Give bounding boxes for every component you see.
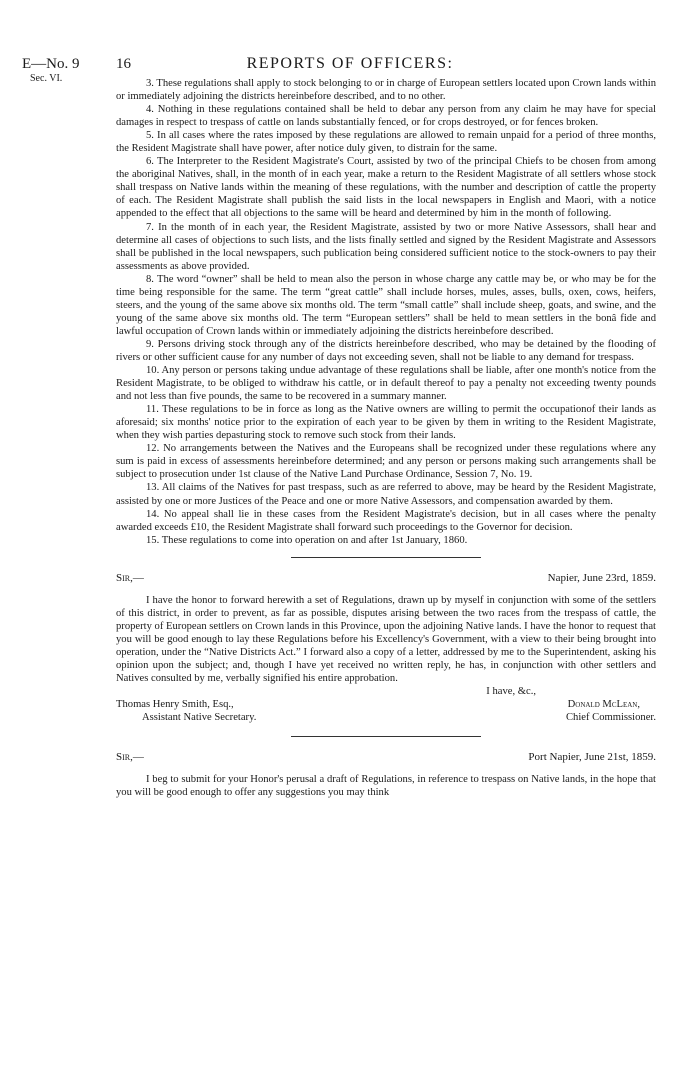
regulation-7: 7. In the month of in each year, the Resident Magistrate, assisted by two or more Native Assessors, shall hear and determine all cases of objections to such lists, and the lists finally settled and signed by the Resident Magistrate and Assessors shall be published in the local newspapers, such publication being considered sufficient notice to the stock-owners to pay their assessments as above provided. xyxy=(116,221,656,272)
regulation-13: 13. All claims of the Natives for past trespass, such as are referred to above, may be heard by the Resident Magistrate, assisted by one or more Justices of the Peace and one or more Native Assessors, and compensation awarded by them. xyxy=(116,482,656,507)
addressee-name: Thomas Henry Smith, Esq., xyxy=(116,699,234,711)
letter1-header xyxy=(116,572,656,590)
letter1-signature-block xyxy=(116,698,656,726)
page-number: 16 xyxy=(116,56,131,72)
letter2-salutation: Sir,— xyxy=(116,751,144,764)
regulation-3: 3. These regulations shall apply to stock belonging to or in charge of European settlers located upon Crown lands within or immediately adjoining the districts hereinbefore described, and to no other. xyxy=(116,78,656,103)
letter1-place-date: Napier, June 23rd, 1859. xyxy=(547,571,656,584)
letter2-header xyxy=(116,751,656,769)
regulation-14: 14. No appeal shall lie in these cases from the Resident Magistrate's decision, but in all cases where the penalty awarded exceeds £10, the Resident Magistrate shall forward such proceedings to the Governor for decision. xyxy=(116,508,656,533)
letter1-body: I have the honor to forward herewith a set of Regulations, drawn up by myself in conjunction with some of the settlers of this district, in order to prevent, as far as possible, disputes arising between the two races from the trespass of cattle, the property of European settlers on Crown lands in this Province, upon the adjoining Native lands. I have the honor to request that you will be good enough to lay these Regulations before his Excellency's Government, with a view to their being brought into operation, under the “Native Districts Act.” I forward also a copy of a letter, addressed by me to the Superintendent, asking his opinion upon the subject; and, though I have yet received no written reply, he has, in conjunction with other settlers and Natives consulted by me, verbally signified his entire approbation. xyxy=(116,594,656,684)
running-title: REPORTS OF OFFICERS: xyxy=(246,55,454,72)
regulation-15: 15. These regulations to come into operation on and after 1st January, 1860. xyxy=(146,534,468,546)
letter2-content xyxy=(116,773,656,799)
regulation-10: 10. Any person or persons taking undue advantage of these regulations shall be liable, after one month's notice from the Resident Magistrate, to be obliged to withdraw his cattle, or in default thereof to pay a penalty not exceeding twenty pounds and not less than five pounds, the same to be recovered in a summary manner. xyxy=(116,365,656,403)
document-body xyxy=(116,77,656,799)
divider-rule xyxy=(291,736,481,737)
series-number: E—No. 9 xyxy=(22,56,80,72)
regulations-list xyxy=(116,77,656,547)
regulation-8: 8. The word “owner” shall be held to mean also the person in whose charge any cattle may be, or who may be for the time being responsible for the same. The term “great cattle” shall include horses, mules, asses, bulls, oxen, cows, heifers, steers, and the young of the same above six months old. The term “small cattle” shall include sheep, goats, and swine, and the young of the same above six months old. The term “European settlers” shall be held to mean settlers in the bonâ fide and lawful occupation of Crown lands within or immediately adjoining the districts hereinbefore described. xyxy=(116,273,656,337)
regulation-4: 4. Nothing in these regulations contained shall be held to debar any person from any claim he may have for special damages in respect to trespass of cattle on lands substantially fenced, or for crops destroyed, or for fences broken. xyxy=(116,104,656,129)
letter1-closing: I have, &c., xyxy=(486,686,536,698)
signer-title: Chief Commissioner. xyxy=(565,712,656,724)
section-label: Sec. VI. xyxy=(30,73,63,84)
signer-name: Donald McLean, xyxy=(567,699,640,711)
regulation-6: 6. The Interpreter to the Resident Magistrate's Court, assisted by two of the principal Chiefs to be chosen from among the aboriginal Natives, shall, in the month of in each year, make a return to the Resident Magistrate of all settlers whose stock shall trespass on Native lands within the meaning of these regulations, with the number and description of cattle the property of each. The Resident Magistrate shall publish the said lists in the local newspapers in English and Maori, with a notice appended to the effect that all objections to the same will be heard and determined by him in the month of following. xyxy=(116,156,656,220)
letter1-content xyxy=(116,594,656,726)
regulation-12: 12. No arrangements between the Natives and the Europeans shall be recognized under these regulations where any sum is paid in excess of assessments hereinbefore determined; and any person or persons making such arrangements shall be subject to prosecution under 1st clause of the Native Land Purchase Ordinance, Session 7, No. 19. xyxy=(116,443,656,481)
regulation-5: 5. In all cases where the rates imposed by these regulations are allowed to remain unpaid for a period of three months, the Resident Magistrate shall have power, after notice duly given, to distrain for the same. xyxy=(116,130,656,155)
regulation-11: 11. These regulations to be in force as long as the Native owners are willing to permit the occupationof their lands as aforesaid; six months' notice prior to the expiration of each year to be given by them in writing to the Resident Magistrate, when they wish parties depasturing stock to remove such stock from their lands. xyxy=(116,404,656,442)
letter1-salutation: Sir,— xyxy=(116,571,144,584)
addressee-title: Assistant Native Secretary. xyxy=(142,712,257,724)
regulation-9: 9. Persons driving stock through any of the districts hereinbefore described, who may be detained by the flooding of rivers or other sufficient cause for any number of days not exceeding seven, shall not be liable to any demand for trespass. xyxy=(116,338,656,363)
letter2-place-date: Port Napier, June 21st, 1859. xyxy=(528,751,656,764)
letter2-body: I beg to submit for your Honor's perusal a draft of Regulations, in reference to trespass on Native lands, in the hope that you will be good enough to offer any suggestions you may think xyxy=(116,774,656,799)
divider-rule xyxy=(291,557,481,558)
